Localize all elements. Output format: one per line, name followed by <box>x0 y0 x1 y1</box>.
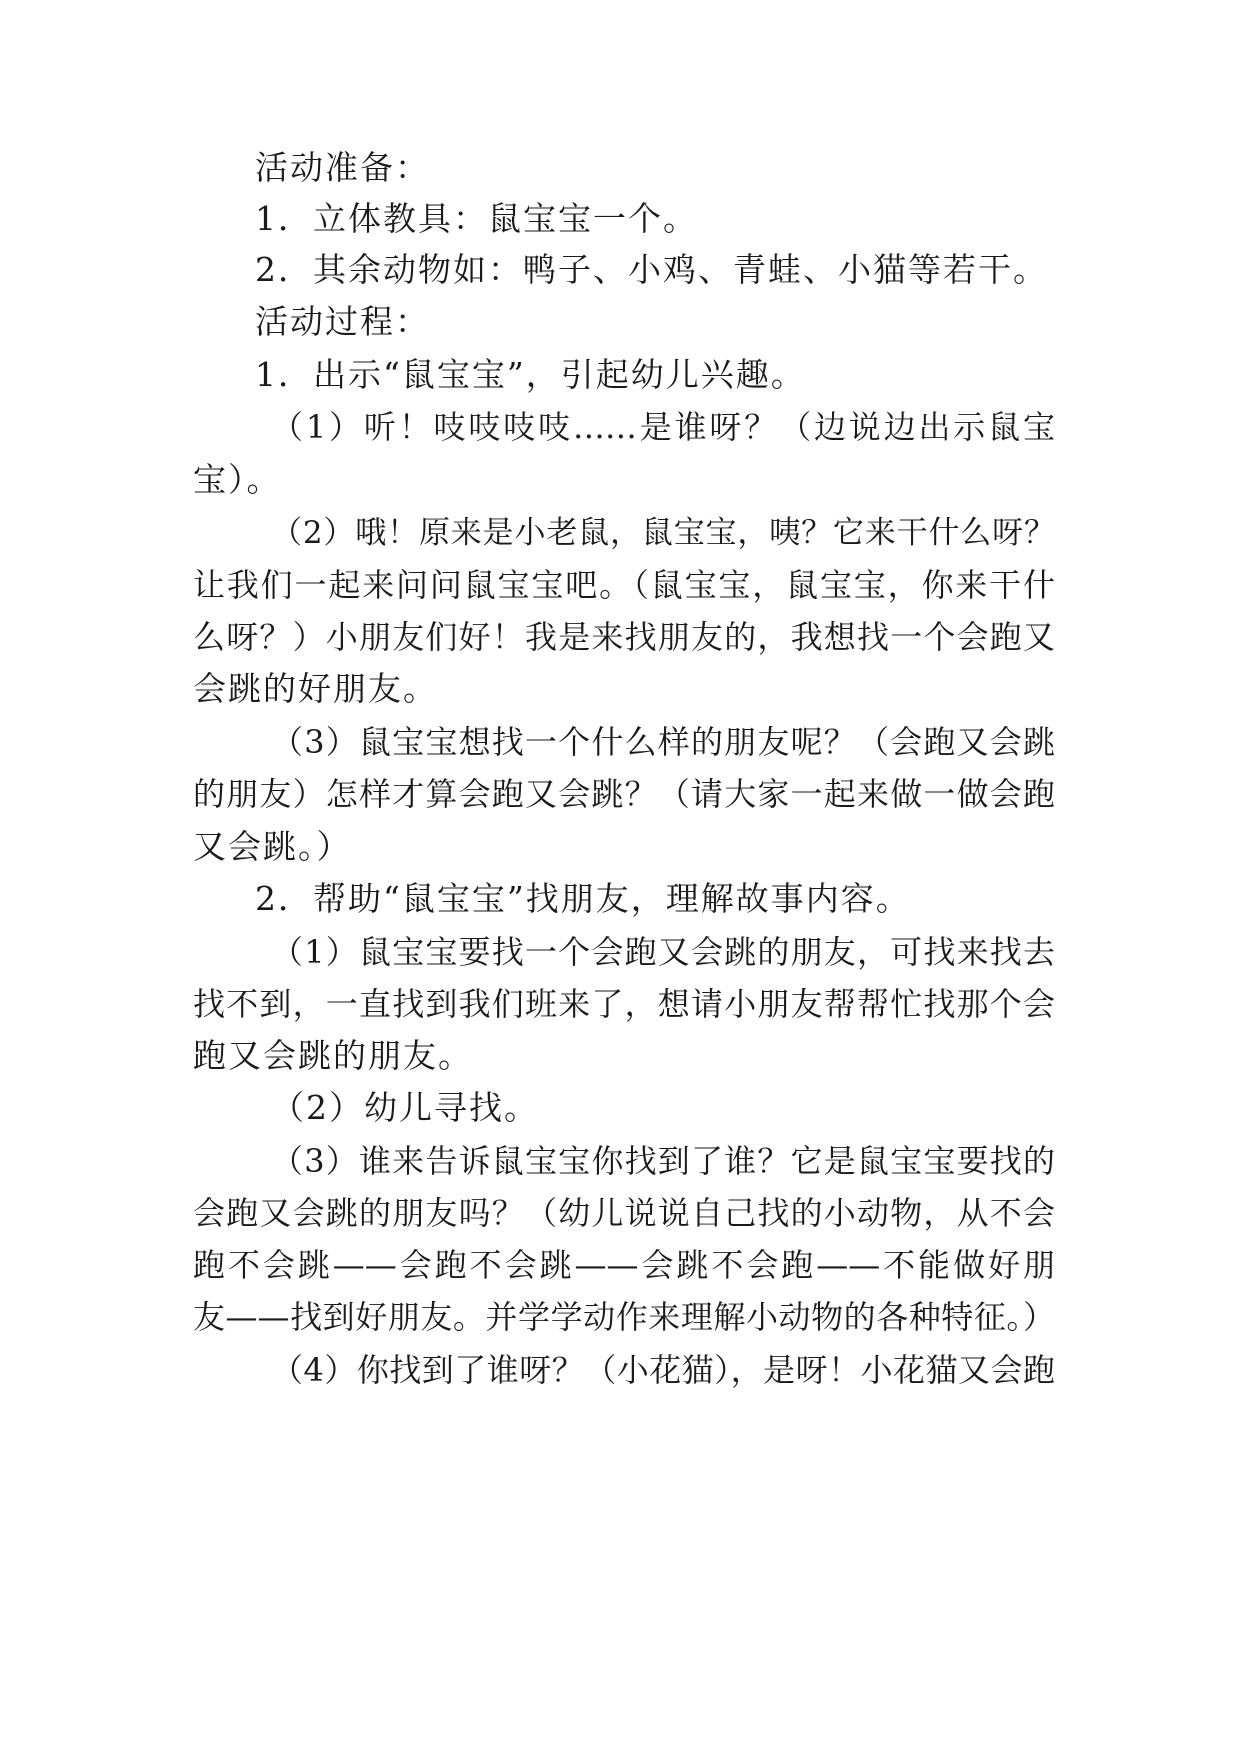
paragraph-line: 2．帮助“鼠宝宝”找朋友，理解故事内容。 <box>255 879 911 918</box>
paragraph-line: （3）谁来告诉鼠宝宝你找到了谁？它是鼠宝宝要找的 <box>271 1142 1055 1180</box>
paragraph-line: 宝）。 <box>193 460 282 499</box>
paragraph-line: （1）鼠宝宝要找一个会跑又会跳的朋友，可找来找去 <box>271 933 1055 971</box>
paragraph-line: 1．出示“鼠宝宝”，引起幼儿兴趣。 <box>255 355 806 394</box>
paragraph-line: 又会跳。） <box>193 827 352 866</box>
paragraph-line: 找不到，一直找到我们班来了，想请小朋友帮帮忙找那个会 <box>193 985 1055 1023</box>
paragraph-line: （2）幼儿寻找。 <box>271 1088 539 1127</box>
paragraph-line: 跑又会跳的朋友。 <box>193 1036 473 1075</box>
paragraph-line: 1．立体教具：鼠宝宝一个。 <box>255 199 698 238</box>
paragraph-line: 让我们一起来问问鼠宝宝吧。（鼠宝宝，鼠宝宝，你来干什 <box>193 566 1055 604</box>
paragraph-line: 会跳的好朋友。 <box>193 669 438 708</box>
paragraph-line: 的朋友）怎样才算会跑又会跳？（请大家一起来做一做会跑 <box>193 775 1055 813</box>
paragraph-line: 么呀？）小朋友们好！我是来找朋友的，我想找一个会跑又 <box>193 618 1055 656</box>
paragraph-line: （2）哦！原来是小老鼠，鼠宝宝，咦？它来干什么呀？ <box>271 515 1055 551</box>
paragraph-line: （1）听！吱吱吱吱……是谁呀？（边说边出示鼠宝 <box>271 408 1055 446</box>
section-heading: 活动过程： <box>255 302 430 341</box>
section-heading: 活动准备： <box>255 148 430 187</box>
paragraph-line: 2．其余动物如：鸭子、小鸡、青蛙、小猫等若干。 <box>255 250 1048 289</box>
paragraph-line: 跑不会跳——会跑不会跳——会跳不会跑——不能做好朋 <box>193 1246 1055 1284</box>
paragraph-line: （4）你找到了谁呀？（小花猫），是呀！小花猫又会跑 <box>271 1351 1055 1389</box>
paragraph-line: 会跑又会跳的朋友吗？（幼儿说说自己找的小动物，从不会 <box>193 1194 1055 1232</box>
paragraph-line: （3）鼠宝宝想找一个什么样的朋友呢？（会跑又会跳 <box>271 723 1055 761</box>
paragraph-line: 友——找到好朋友。并学学动作来理解小动物的各种特征。） <box>193 1298 1055 1336</box>
